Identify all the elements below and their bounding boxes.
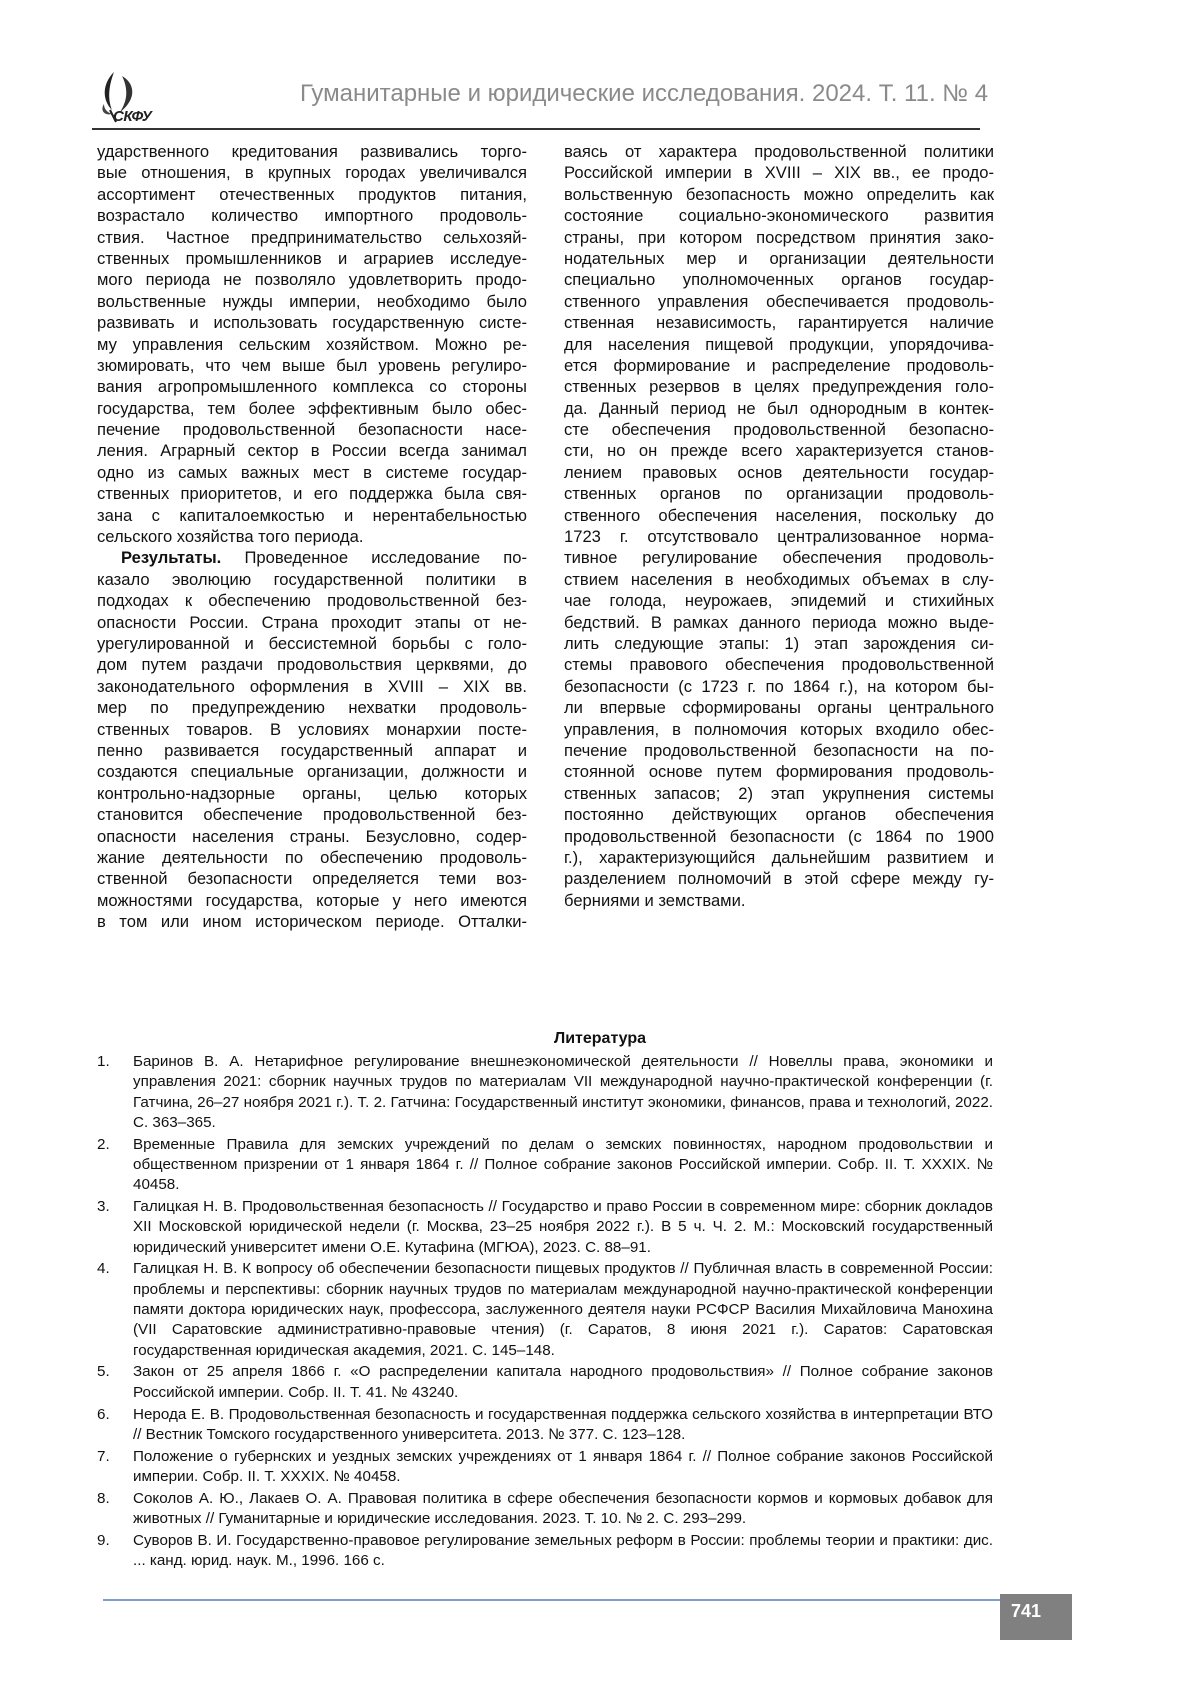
text-line-content: возрастало количество импортного продоволь- [97, 206, 527, 225]
text-line-content: казало эволюцию государственной политики в [97, 570, 527, 589]
text-line-content: зана с капиталоемкостью и нерентабельностью [97, 506, 527, 525]
text-line: ствием населения в необходимых объемах в слу- [564, 569, 994, 590]
text-line: сти, но он прежде всего характеризуется станов- [564, 440, 994, 461]
footer-divider [103, 1599, 1021, 1601]
text-line-content: пенно развивается государственный аппарат и [97, 741, 527, 760]
text-line [97, 868, 527, 889]
reference-text: Галицкая Н. В. К вопросу об обеспечении безопасности пищевых продуктов // Публичная власть в современной России: проблемы и перспективы: сборник научных трудов по материалам международной научно-практической конференции памяти доктора юридических наук, профессора, заслуженного деятеля науки РСФСР Василия Михайловича Манохина (VII Саратовские административно-правовые чтения) (г. Саратов, 8 июня 2021 г.). Саратов: Саратовская государственная юридическая академия, 2021. С. 145–148. [133, 1259, 993, 1360]
text-line [97, 804, 527, 825]
text-line [97, 526, 527, 547]
text-line: ственных органов по организации продоволь- [564, 483, 994, 504]
text-line-content: зюмировать, что чем выше был уровень регулиро- [97, 356, 527, 375]
text-line [97, 719, 527, 740]
text-line [97, 761, 527, 782]
text-line: да. Данный период не был однородным в контек- [564, 398, 994, 419]
text-line: ется формирование и распределение продоволь- [564, 355, 994, 376]
reference-item [97, 1197, 993, 1258]
reference-number: 3. [97, 1197, 133, 1258]
text-line [97, 505, 527, 526]
page-number: 741 [1000, 1594, 1072, 1640]
text-line [97, 355, 527, 376]
text-line: продовольственной безопасности (с 1864 по 1900 [564, 826, 994, 847]
text-line-content: опасности населения страны. Безусловно, содер- [97, 827, 527, 846]
text-line [97, 440, 527, 461]
text-line-content: развивать и использовать государственную систе- [97, 313, 527, 332]
text-line-content: мер по предупреждению нехватки продоволь- [97, 698, 527, 717]
text-line [97, 205, 527, 226]
text-line [97, 740, 527, 761]
reference-text: Временные Правила для земских учреждений по делам о земских повинностях, народном продовольствии и общественном призрении от 1 января 1864 г. // Полное собрание законов Российской империи. Собр. II. Т. XXXIX. № 40458. [133, 1135, 993, 1196]
text-line [97, 162, 527, 183]
text-line-content: дом путем раздачи продовольствия церквями, до [97, 655, 527, 674]
reference-item [97, 1447, 993, 1488]
text-line-content: создаются специальные организации, должности и [97, 762, 527, 781]
text-line [97, 269, 527, 290]
text-line-content: ственных промышленников и аграриев исследуе- [97, 249, 527, 268]
text-line: специально уполномоченных органов государ- [564, 269, 994, 290]
text-line: разделением полномочий в этой сфере между гу- [564, 868, 994, 889]
reference-number: 5. [97, 1362, 133, 1403]
reference-item [97, 1052, 993, 1133]
text-line: ственного обеспечения населения, поскольку до [564, 505, 994, 526]
header-divider [92, 128, 980, 130]
text-line [97, 697, 527, 718]
journal-title: Гуманитарные и юридические исследования. 2024. Т. 11. № 4 [300, 80, 988, 108]
text-line-content: мого периода не позволяло удовлетворить продо- [97, 270, 527, 289]
text-line: состояние социально-экономического развития [564, 205, 994, 226]
references-list [97, 1052, 993, 1573]
text-line [97, 312, 527, 333]
text-line [97, 676, 527, 697]
reference-item [97, 1259, 993, 1360]
text-line: лением правовых основ деятельности государ- [564, 462, 994, 483]
text-line: 1723 г. отсутствовало централизованное норма- [564, 526, 994, 547]
text-line [97, 612, 527, 633]
text-line-content: ления. Аграрный сектор в России всегда занимал [97, 441, 527, 460]
text-line-content: ственных товаров. В условиях монархии посте- [97, 720, 527, 739]
reference-item [97, 1531, 993, 1572]
text-line-content: ассортимент отечественных продуктов питания, [97, 185, 527, 204]
text-line [97, 569, 527, 590]
text-line: страны, при котором посредством принятия зако- [564, 227, 994, 248]
text-line-content: печение продовольственной безопасности насе- [97, 420, 527, 439]
text-line [97, 248, 527, 269]
reference-text: Суворов В. И. Государственно-правовое регулирование земельных реформ в России: проблемы теории и практики: дис. ... канд. юрид. наук. М., 1996. 166 с. [133, 1531, 993, 1572]
reference-text: Галицкая Н. В. Продовольственная безопасность // Государство и право России в современном мире: сборник докладов XII Московской юридической недели (г. Москва, 23–25 ноября 2022 г.). В 5 ч. Ч. 2. М.: Московский государственный юридический университет имени О.Е. Кутафина (МГЮА), 2023. С. 88–91. [133, 1197, 993, 1258]
right-column [564, 141, 994, 911]
text-line [97, 184, 527, 205]
text-line-content: подходах к обеспечению продовольственной без- [97, 591, 527, 610]
logo-text: СКФУ [113, 108, 151, 125]
reference-text: Баринов В. А. Нетарифное регулирование внешнеэкономической деятельности // Новеллы права, экономики и управления 2021: сборник научных трудов по материалам VII международной научно-практической конференции (г. Гатчина, 26–27 ноября 2021 г.). Т. 2. Гатчина: Государственный институт экономики, финансов, права и технологий, 2022. С. 363–365. [133, 1052, 993, 1133]
section-lead: Результаты. [121, 548, 221, 567]
text-line [97, 334, 527, 355]
text-line: ственного управления обеспечивается продоволь- [564, 291, 994, 312]
reference-number: 2. [97, 1135, 133, 1196]
text-line: Российской империи в XVIII – XIX вв., ее продо- [564, 162, 994, 183]
text-line: нодательных мер и организации деятельности [564, 248, 994, 269]
text-line: сте обеспечения продовольственной безопасно- [564, 419, 994, 440]
text-line: ли впервые сформированы органы центрального [564, 697, 994, 718]
text-line: для населения пищевой продукции, упорядочива- [564, 334, 994, 355]
text-line: ваясь от характера продовольственной политики [564, 141, 994, 162]
text-line [97, 826, 527, 847]
text-line-content: ствия. Частное предпринимательство сельхозяй- [97, 228, 527, 247]
text-line-content: становится обеспечение продовольственной без- [97, 805, 527, 824]
reference-number: 9. [97, 1531, 133, 1572]
text-line [97, 547, 527, 568]
text-line: ственных резервов в целях предупреждения голо- [564, 376, 994, 397]
reference-text: Закон от 25 апреля 1866 г. «О распределении капитала народного продовольствия» // Полное собрание законов Российской империи. Собр. II. Т. 41. № 43240. [133, 1362, 993, 1403]
text-line: лить следующие этапы: 1) этап зарождения си- [564, 633, 994, 654]
text-line [97, 847, 527, 868]
text-line-content: ственных приоритетов, и его поддержка была свя- [97, 484, 527, 503]
text-line: безопасности (с 1723 г. по 1864 г.), на котором бы- [564, 676, 994, 697]
reference-number: 6. [97, 1405, 133, 1446]
reference-item [97, 1489, 993, 1530]
text-line [97, 376, 527, 397]
text-line-content: му управления сельским хозяйством. Можно ре- [97, 335, 527, 354]
left-column [97, 141, 527, 932]
text-line [97, 590, 527, 611]
text-line-content: вые отношения, в крупных городах увеличивался [97, 163, 527, 182]
text-line: берниями и земствами. [564, 890, 994, 911]
reference-item [97, 1405, 993, 1446]
reference-text: Соколов А. Ю., Лакаев О. А. Правовая политика в сфере обеспечения безопасности кормов и кормовых добавок для животных // Гуманитарные и юридические исследования. 2023. Т. 10. № 2. С. 293–299. [133, 1489, 993, 1530]
reference-number: 7. [97, 1447, 133, 1488]
reference-number: 1. [97, 1052, 133, 1133]
text-line-content: государства, тем более эффективным было обес- [97, 399, 527, 418]
reference-item [97, 1362, 993, 1403]
text-line [97, 911, 527, 932]
text-line-content: вольственные нужды империи, необходимо было [97, 292, 527, 311]
text-line-content: контрольно-надзорные органы, целью которых [97, 784, 527, 803]
text-line-content: сельского хозяйства того периода. [97, 527, 363, 546]
text-line-content: вания агропромышленного комплекса со стороны [97, 377, 527, 396]
text-line: тивное регулирование обеспечения продоволь- [564, 547, 994, 568]
text-line [97, 398, 527, 419]
text-line [97, 462, 527, 483]
text-line: постоянно действующих органов обеспечения [564, 804, 994, 825]
text-line [97, 783, 527, 804]
text-line-content: законодательного оформления в XVIII – XIX вв. [97, 677, 527, 696]
text-line: стоянной основе путем формирования продоволь- [564, 761, 994, 782]
reference-text: Нерода Е. В. Продовольственная безопасность и государственная поддержка сельского хозяйства в интерпретации ВТО // Вестник Томского государственного университета. 2013. № 377. С. 123–128. [133, 1405, 993, 1446]
text-line: г.), характеризующийся дальнейшим развитием и [564, 847, 994, 868]
text-line: бедствий. В рамках данного периода можно выде- [564, 612, 994, 633]
text-line [97, 483, 527, 504]
text-line-content: ственной безопасности определяется теми воз- [97, 869, 527, 888]
text-line: ственных запасов; 2) этап укрупнения системы [564, 783, 994, 804]
text-line: чае голода, неурожаев, эпидемий и стихийных [564, 590, 994, 611]
text-line [97, 419, 527, 440]
text-line: стемы правового обеспечения продовольственной [564, 654, 994, 675]
text-line-content: Проведенное исследование по- [221, 548, 527, 567]
text-line: ственная независимость, гарантируется наличие [564, 312, 994, 333]
text-line [97, 654, 527, 675]
text-line [97, 227, 527, 248]
text-line-content: урегулированной и бессистемной борьбы с голо- [97, 634, 527, 653]
text-line [97, 890, 527, 911]
text-line-content: в том или ином историческом периоде. Отталки- [97, 912, 527, 931]
text-line: вольственную безопасность можно определить как [564, 184, 994, 205]
text-line [97, 633, 527, 654]
text-line-content: одно из самых важных мест в системе государ- [97, 463, 527, 482]
text-line-content: опасности России. Страна проходит этапы от не- [97, 613, 527, 632]
reference-item [97, 1135, 993, 1196]
reference-number: 8. [97, 1489, 133, 1530]
reference-text: Положение о губернских и уездных земских учреждениях от 1 января 1864 г. // Полное собрание законов Российской империи. Собр. II. Т. XXXIX. № 40458. [133, 1447, 993, 1488]
text-line [97, 291, 527, 312]
text-line-content: можностями государства, которые у него имеются [97, 891, 527, 910]
reference-number: 4. [97, 1259, 133, 1360]
references-heading: Литература [0, 1030, 1200, 1048]
text-line: управления, в полномочия которых входило обес- [564, 719, 994, 740]
text-line: печение продовольственной безопасности на по- [564, 740, 994, 761]
text-line-content: ударственного кредитования развивались торго- [97, 142, 527, 161]
text-line-content: жание деятельности по обеспечению продоволь- [97, 848, 527, 867]
text-line [97, 141, 527, 162]
